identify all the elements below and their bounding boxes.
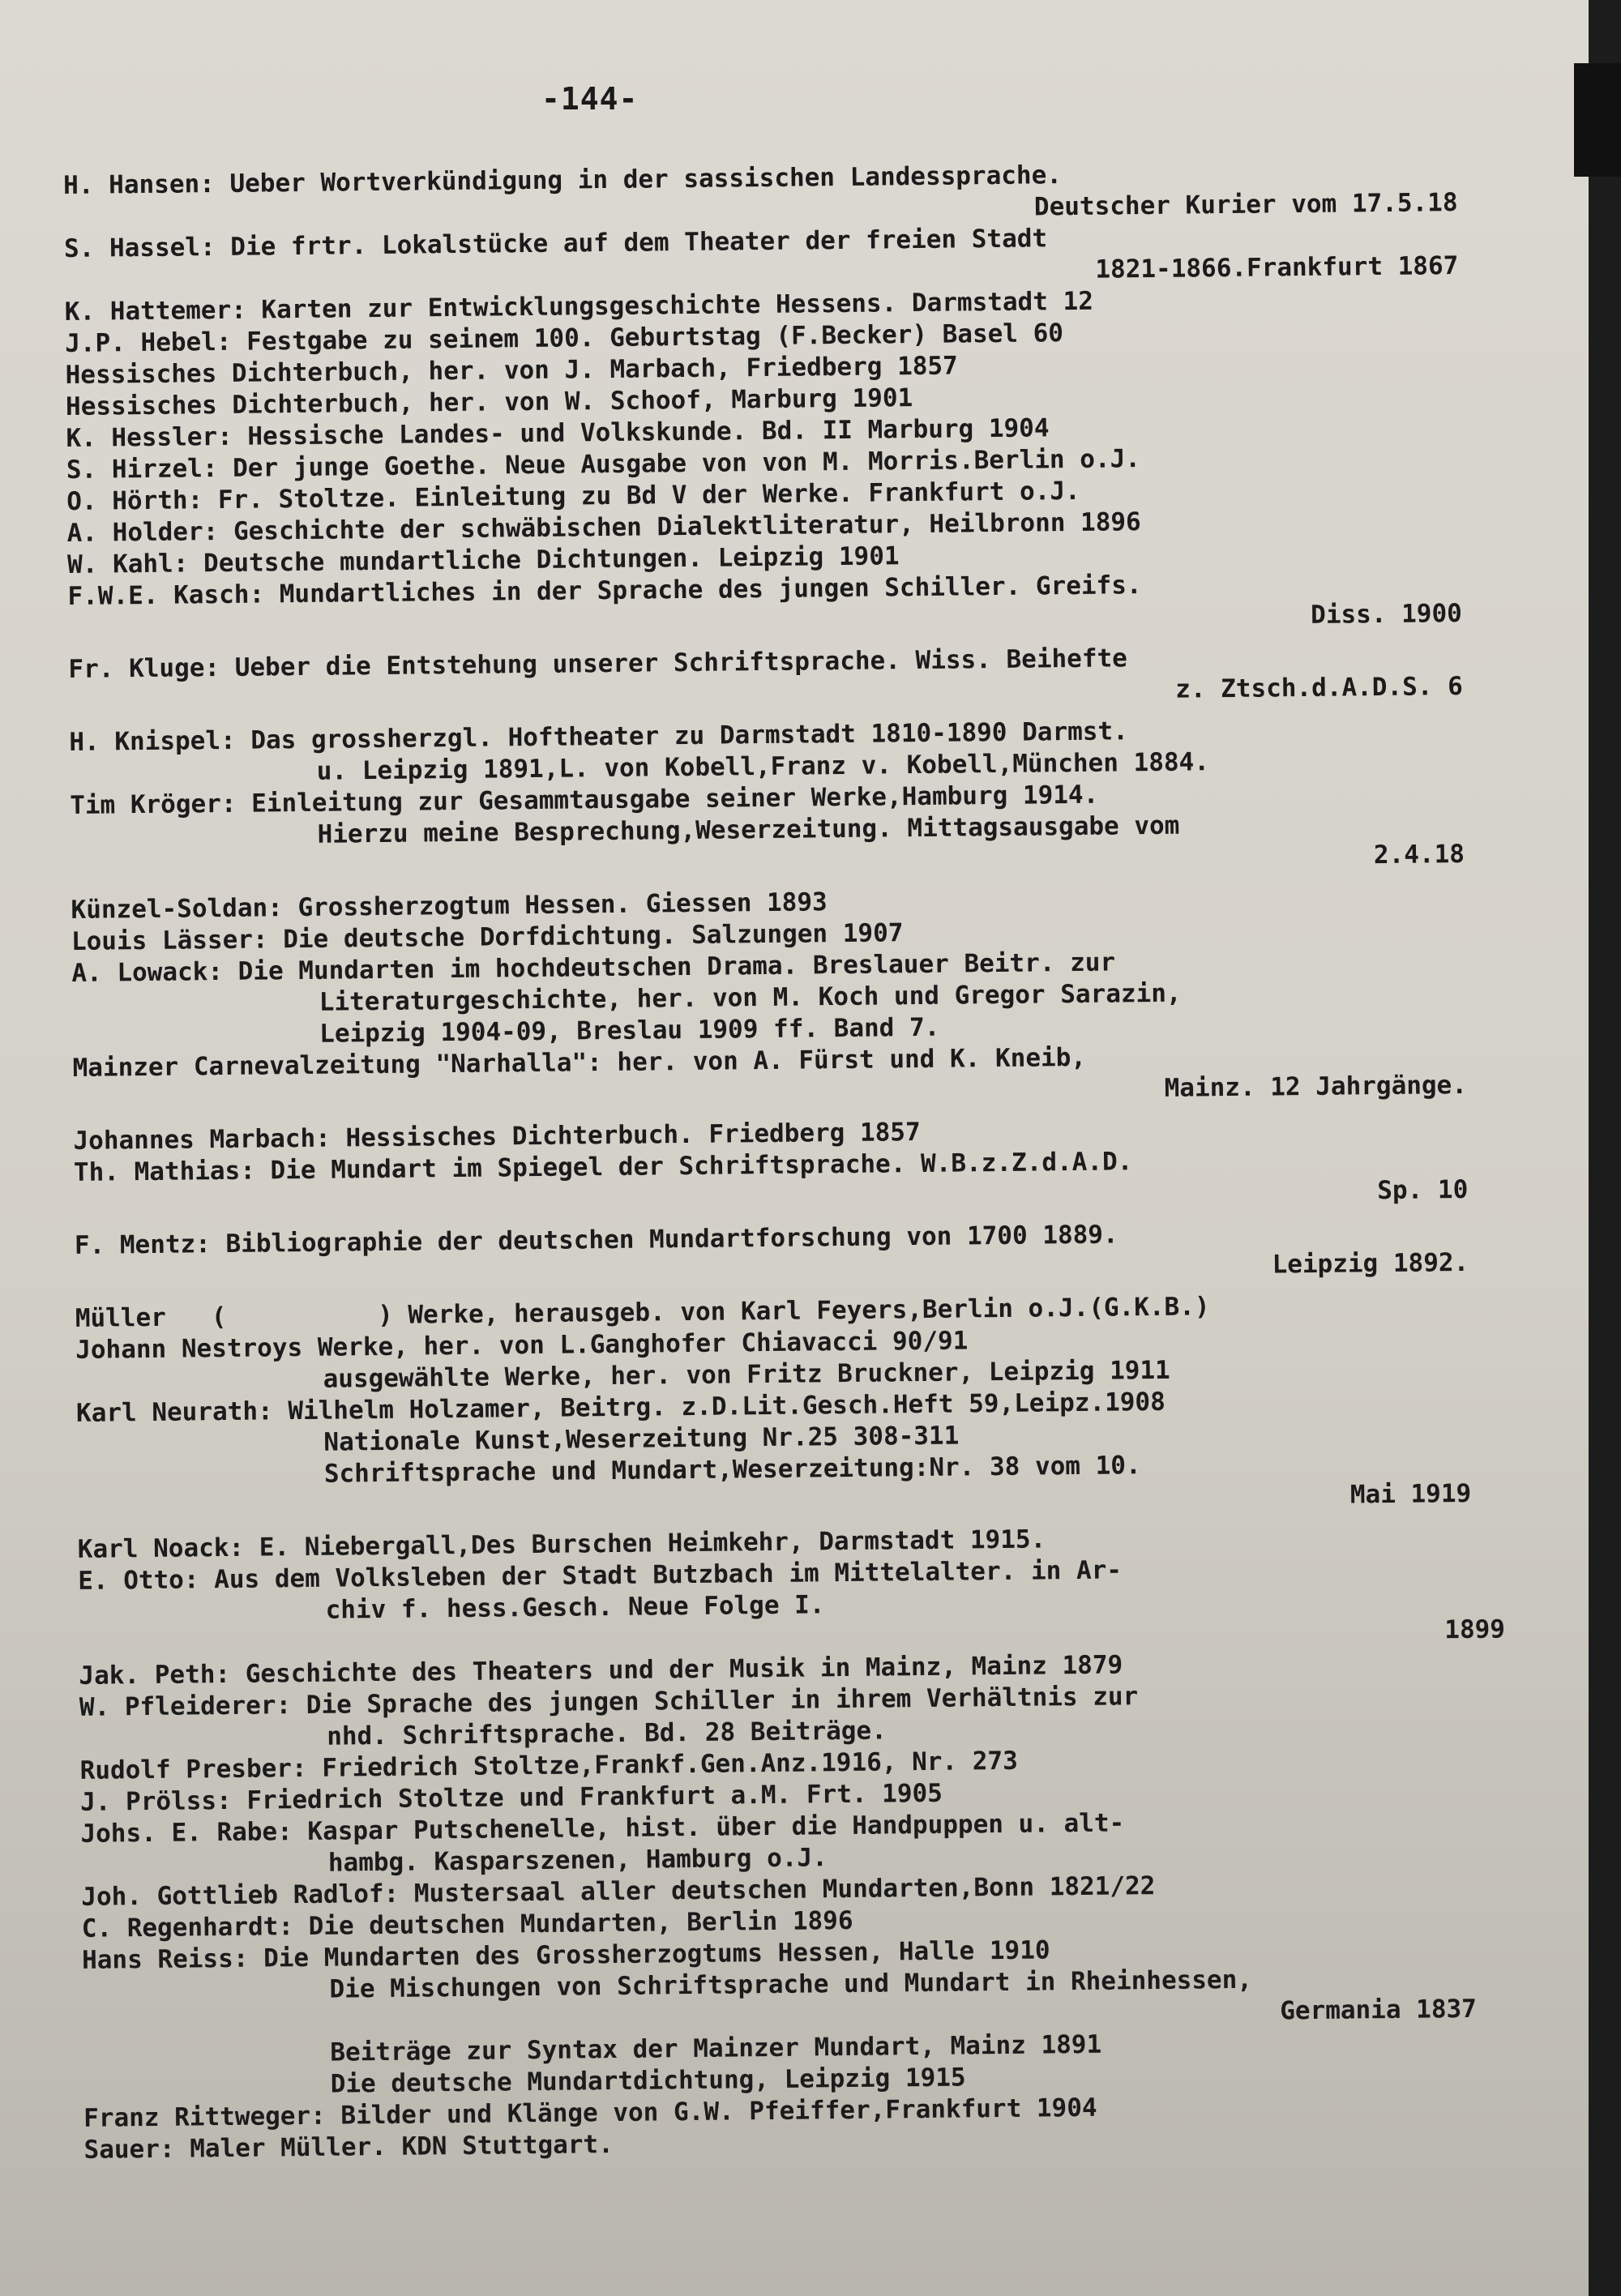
entry-line: Müller ( ) Werke, herausgeb. von Karl Feyers,Berlin o.J.(G.K.B.)	[75, 1292, 1210, 1333]
entry-line: W. Kahl: Deutsche mundartliche Dichtungen. Leipzig 1901	[66, 541, 900, 579]
bibliography-entry	[70, 775, 1562, 885]
entry-line: Deutscher Kurier vom 17.5.18	[1033, 187, 1458, 222]
entry-line: F.W.E. Kasch: Mundartliches in der Sprache des jungen Schiller. Greifs.	[67, 571, 1142, 611]
entry-line: A. Holder: Geschichte der schwäbischen Dialektliteratur, Heilbronn 1896	[66, 507, 1141, 548]
entry-line: 2.4.18	[1373, 839, 1465, 870]
entry-line: O. Hörth: Fr. Stoltze. Einleitung zu Bd V der Werke. Frankfurt o.J.	[66, 476, 1080, 516]
entry-line: S. Hassel: Die frtr. Lokalstücke auf dem Theater der freien Stadt	[63, 224, 1048, 263]
entry-line: W. Pfleiderer: Die Sprache des jungen Schiller in ihrem Verhältnis zur	[79, 1682, 1139, 1722]
entry-line: Karl Noack: E. Niebergall,Des Burschen Heimkehr, Darmstadt 1915.	[77, 1524, 1046, 1564]
entry-line: Hessisches Dichterbuch, her. von W. Schoof, Marburg 1901	[65, 383, 913, 421]
entry-line: Schriftsprache und Mundart,Weserzeitung:Nr. 38 vom 10.	[323, 1451, 1141, 1489]
entry-line: Fr. Kluge: Ueber die Entstehung unserer Schriftsprache. Wiss. Beihefte	[68, 643, 1128, 684]
entry-line: H. Hansen: Ueber Wortverkündigung in der sassischen Landessprache.	[63, 160, 1063, 200]
entry-line: Sauer: Maler Müller. KDN Stuttgart.	[83, 2130, 614, 2165]
entry-line: Franz Rittweger: Bilder und Klänge von G.W. Pfeiffer,Frankfurt 1904	[83, 2093, 1097, 2133]
entry-line: K. Hessler: Hessische Landes- und Volkskunde. Bd. II Marburg 1904	[66, 413, 1050, 453]
entry-line: nhd. Schriftsprache. Bd. 28 Beiträge.	[327, 1716, 887, 1751]
bibliography-list	[63, 155, 1576, 2166]
entry-line: Künzel-Soldan: Grossherzogtum Hessen. Giessen 1893	[71, 887, 828, 925]
entry-line: H. Knispel: Das grossherzgl. Hoftheater zu Darmstadt 1810-1890 Darmst.	[69, 716, 1128, 757]
entry-line: Karl Neurath: Wilhelm Holzamer, Beitrg. z.D.Lit.Gesch.Heft 59,Leipz.1908	[75, 1387, 1165, 1428]
entry-line: K. Hattemer: Karten zur Entwicklungsgeschichte Hessens. Darmstadt 12	[64, 286, 1094, 327]
entry-line: Literaturgeschichte, her. von M. Koch und Gregor Sarazin,	[319, 978, 1182, 1017]
entry-line: Louis Lässer: Die deutsche Dorfdichtung. Salzungen 1907	[71, 918, 904, 956]
entry-line: Die Mischungen von Schriftsprache und Mundart in Rheinhessen,	[329, 1965, 1253, 2004]
entry-line: Jak. Peth: Geschichte des Theaters und der Musik in Mainz, Mainz 1879	[79, 1650, 1123, 1691]
entry-line: Die deutsche Mundartdichtung, Leipzig 1915	[330, 2063, 966, 2099]
entry-line: Th. Mathias: Die Mundart im Spiegel der Schriftsprache. W.B.z.Z.d.A.D.	[73, 1147, 1133, 1187]
entry-line: Mai 1919	[1349, 1478, 1472, 1510]
entry-line: S. Hirzel: Der junge Goethe. Neue Ausgabe von von M. Morris.Berlin o.J.	[66, 444, 1141, 485]
bibliography-entry	[75, 1215, 1567, 1293]
entry-line: Leipzig 1904-09, Breslau 1909 ff. Band 7.	[319, 1012, 940, 1049]
entry-line: Mainzer Carnevalzeitung "Narhalla": her. von A. Fürst und K. Kneib,	[72, 1042, 1087, 1083]
bibliography-entry	[82, 1930, 1575, 2103]
bibliography-entry	[78, 1550, 1570, 1661]
entry-line: E. Otto: Aus dem Volksleben der Stadt Butzbach im Mittelalter. in Ar-	[78, 1555, 1123, 1596]
entry-line: Joh. Gottlieb Radlof: Mustersaal aller deutschen Mundarten,Bonn 1821/22	[81, 1871, 1156, 1912]
entry-line: Leipzig 1892.	[1272, 1247, 1469, 1280]
entry-line: J. Prölss: Friedrich Stoltze und Frankfurt a.M. Frt. 1905	[79, 1778, 943, 1817]
entry-line: A. Lowack: Die Mundarten im hochdeutschen Drama. Breslauer Beitr. zur	[71, 947, 1116, 988]
entry-line: Johs. E. Rabe: Kaspar Putschenelle, hist. über die Handpuppen u. alt-	[80, 1808, 1125, 1849]
entry-line: Hans Reiss: Die Mundarten des Grossherzogtums Hessen, Halle 1910	[81, 1935, 1050, 1975]
scan-tab-mark	[1574, 63, 1621, 177]
entry-line: Sp. 10	[1377, 1174, 1469, 1206]
page-number: -144-	[541, 81, 639, 117]
entry-line: F. Mentz: Bibliographie der deutschen Mundartforschung von 1700 1889.	[74, 1220, 1118, 1260]
entry-line: Hessisches Dichterbuch, her. von J. Marbach, Friedberg 1857	[65, 351, 958, 390]
entry-line: Germania 1837	[1280, 1994, 1478, 2026]
entry-line: 1899	[1444, 1614, 1506, 1645]
entry-line: 1821-1866.Frankfurt 1867	[1095, 250, 1459, 284]
entry-line: Johann Nestroys Werke, her. von L.Ganghofer Chiavacci 90/91	[75, 1326, 969, 1365]
entry-line: Tim Kröger: Einleitung zur Gesammtausgabe seiner Werke,Hamburg 1914.	[70, 780, 1099, 820]
entry-line: Mainz. 12 Jahrgänge.	[1164, 1070, 1468, 1103]
entry-line: u. Leipzig 1891,L. von Kobell,Franz v. Kobell,München 1884.	[316, 747, 1210, 786]
entry-line: ausgewählte Werke, her. von Fritz Bruckner, Leipzig 1911	[323, 1355, 1170, 1394]
entry-line: z. Ztsch.d.A.D.S. 6	[1174, 671, 1463, 704]
entry-line: hambg. Kasparszenen, Hamburg o.J.	[327, 1843, 828, 1878]
entry-line: chiv f. hess.Gesch. Neue Folge I.	[325, 1590, 825, 1625]
entry-line: J.P. Hebel: Festgabe zu seinem 100. Geburtstag (F.Becker) Basel 60	[65, 319, 1064, 358]
entry-line: Beiträge zur Syntax der Mainzer Mundart, Mainz 1891	[330, 2029, 1102, 2067]
entry-line: C. Regenhardt: Die deutschen Mundarten, Berlin 1896	[81, 1905, 853, 1943]
bibliography-entry	[71, 943, 1563, 1053]
entry-line: Diss. 1900	[1311, 598, 1463, 630]
entry-line: Nationale Kunst,Weserzeitung Nr.25 308-311	[323, 1421, 960, 1457]
entry-line: Johannes Marbach: Hessisches Dichterbuch. Friedberg 1857	[73, 1117, 921, 1156]
entry-line: Rudolf Presber: Friedrich Stoltze,Frankf.Gen.Anz.1916, Nr. 273	[79, 1746, 1018, 1785]
scan-edge	[1589, 0, 1621, 2296]
bibliography-entry	[68, 639, 1560, 717]
bibliography-entry	[76, 1383, 1569, 1524]
entry-line: Hierzu meine Besprechung,Weserzeitung. Mittagsausgabe vom	[317, 810, 1180, 849]
